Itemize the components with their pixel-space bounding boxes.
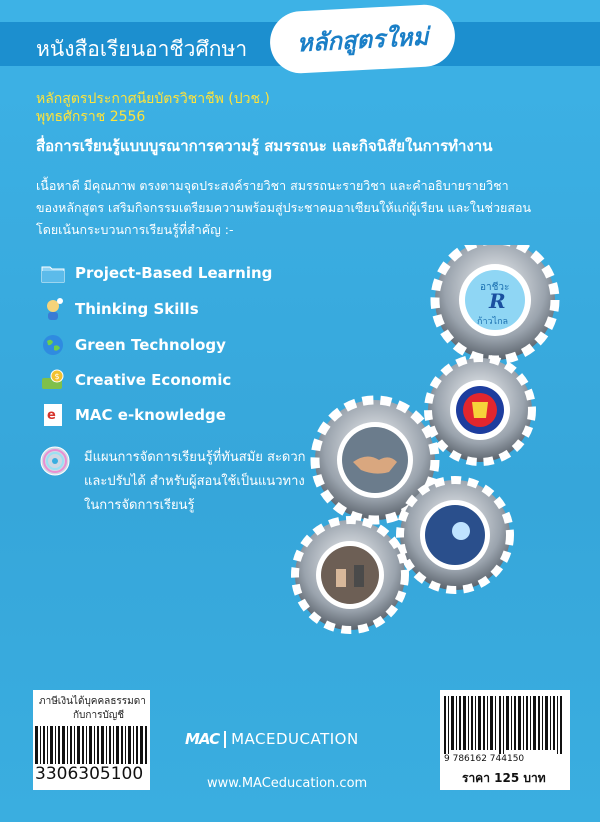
publisher-website: www.MACeducation.com xyxy=(207,776,368,791)
book-title-line: ภาษีเงินได้บุคคลธรรมดา xyxy=(39,696,146,707)
feature-item xyxy=(40,332,226,358)
barcode-icon xyxy=(35,726,148,764)
new-curriculum-badge xyxy=(269,3,457,75)
publisher-name: MACEDUCATION xyxy=(231,730,359,748)
cd-text-line: ในการจัดการเรียนรู้ xyxy=(84,498,195,513)
curriculum-year: พุทธศักราช 2556 xyxy=(36,109,146,125)
description-line: โดยเน้นกระบวนการเรียนรู้ที่สำคัญ :- xyxy=(36,222,234,237)
folder-icon xyxy=(40,261,66,285)
gear-asean-icon xyxy=(428,358,532,462)
gear-badge-top: อาชีวะ xyxy=(480,282,510,293)
globe-icon xyxy=(40,333,66,357)
e-book-icon xyxy=(40,403,66,427)
gear-office-icon xyxy=(295,520,405,630)
feature-item xyxy=(40,260,272,286)
feature-label: Creative Economic xyxy=(75,371,232,389)
feature-label: Project-Based Learning xyxy=(75,264,273,282)
isbn-barcode-icon xyxy=(444,696,566,754)
curriculum-name: หลักสูตรประกาศนียบัตรวิชาชีพ (ปวช.) xyxy=(36,91,270,107)
svg-text:$: $ xyxy=(54,372,60,381)
cd-text-line: และปรับได้ สำหรับผู้สอนใช้เป็นแนวทาง xyxy=(84,474,305,489)
feature-item xyxy=(40,367,231,393)
series-title: หนังสือเรียนอาชีวศึกษา xyxy=(36,37,248,61)
feature-item xyxy=(40,402,226,428)
feature-label: MAC e-knowledge xyxy=(75,406,226,424)
tax-code: 3306305100 xyxy=(35,764,144,784)
price-label: ราคา 125 บาท xyxy=(462,771,546,785)
book-title-line: กับการบัญชี xyxy=(73,710,125,721)
gears-illustration xyxy=(290,245,600,640)
gear-badge-bottom: ก้าวไกล xyxy=(477,317,509,327)
svg-text:e: e xyxy=(47,408,56,423)
logo-divider xyxy=(224,731,226,748)
gear-welding-icon xyxy=(400,480,510,590)
cd-icon xyxy=(40,446,70,480)
feature-label: Green Technology xyxy=(75,336,226,354)
badge-text: หลักสูตรใหม่ xyxy=(296,21,429,57)
isbn-barcode-box xyxy=(440,690,570,790)
feature-item xyxy=(40,296,199,322)
publisher-logo xyxy=(185,730,359,748)
money-icon xyxy=(40,368,66,392)
gear-badge-letter: R xyxy=(489,289,506,313)
description-line: เนื้อหาดี มีคุณภาพ ตรงตามจุดประสงค์รายวิชา สมรรถนะรายวิชา และคำอธิบายรายวิชา xyxy=(36,178,509,193)
description-line: ของหลักสูตร เสริมกิจกรรมเตรียมความพร้อมสู่ประชาคมอาเซียนให้แก่ผู้เรียน และในช่วยสอน xyxy=(36,200,532,215)
logo-mark: MAC xyxy=(185,730,220,748)
thinking-person-icon xyxy=(40,297,66,321)
cd-text-line: มีแผนการจัดการเรียนรู้ที่ทันสมัย สะดวก xyxy=(84,450,306,465)
gear-asia-icon xyxy=(435,245,555,360)
feature-label: Thinking Skills xyxy=(75,300,199,318)
tax-barcode-box xyxy=(33,690,150,790)
isbn-number: 9 786162 744150 xyxy=(444,754,525,764)
headline: สื่อการเรียนรู้แบบบูรณาการความรู้ สมรรถนะ และกิจนิสัยในการทำงาน xyxy=(36,137,493,155)
